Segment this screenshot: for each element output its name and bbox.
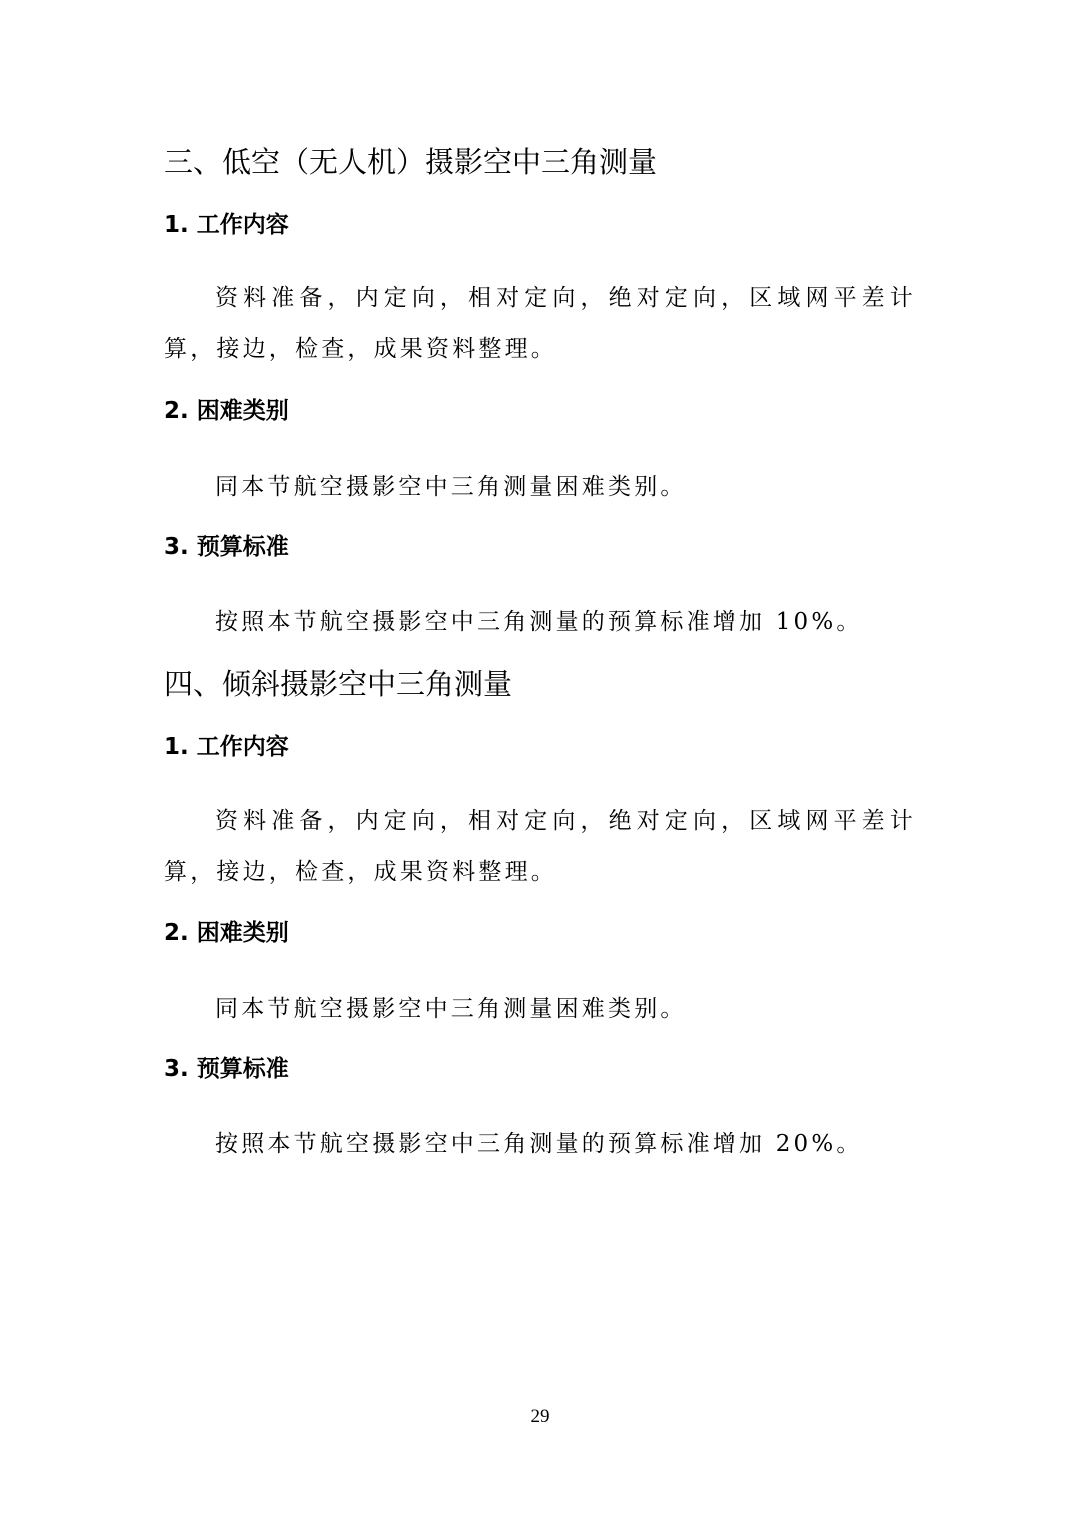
subheading-difficulty-category: 2. 困难类别 xyxy=(164,398,289,424)
paragraph-budget-standard: 按照本节航空摄影空中三角测量的预算标准增加 20%。 xyxy=(215,1131,863,1157)
page-number: 29 xyxy=(530,1406,550,1427)
subheading-budget-standard: 3. 预算标准 xyxy=(164,1056,289,1082)
paragraph-difficulty-category: 同本节航空摄影空中三角测量困难类别。 xyxy=(215,996,687,1022)
section-title-oblique: 四、倾斜摄影空中三角测量 xyxy=(164,667,513,701)
paragraph-work-content: 资料准备，内定向，相对定向，绝对定向，区域网平差计算，接边，检查，成果资料整理。 xyxy=(164,285,916,362)
paragraph-difficulty-category: 同本节航空摄影空中三角测量困难类别。 xyxy=(215,474,687,500)
subheading-work-content: 1. 工作内容 xyxy=(164,734,289,760)
paragraph-budget-standard: 按照本节航空摄影空中三角测量的预算标准增加 10%。 xyxy=(215,609,863,635)
section-title-low-altitude: 三、低空（无人机）摄影空中三角测量 xyxy=(164,145,658,179)
subheading-budget-standard: 3. 预算标准 xyxy=(164,534,289,560)
subheading-work-content: 1. 工作内容 xyxy=(164,212,289,238)
subheading-difficulty-category: 2. 困难类别 xyxy=(164,920,289,946)
paragraph-work-content: 资料准备，内定向，相对定向，绝对定向，区域网平差计算，接边，检查，成果资料整理。 xyxy=(164,808,916,885)
